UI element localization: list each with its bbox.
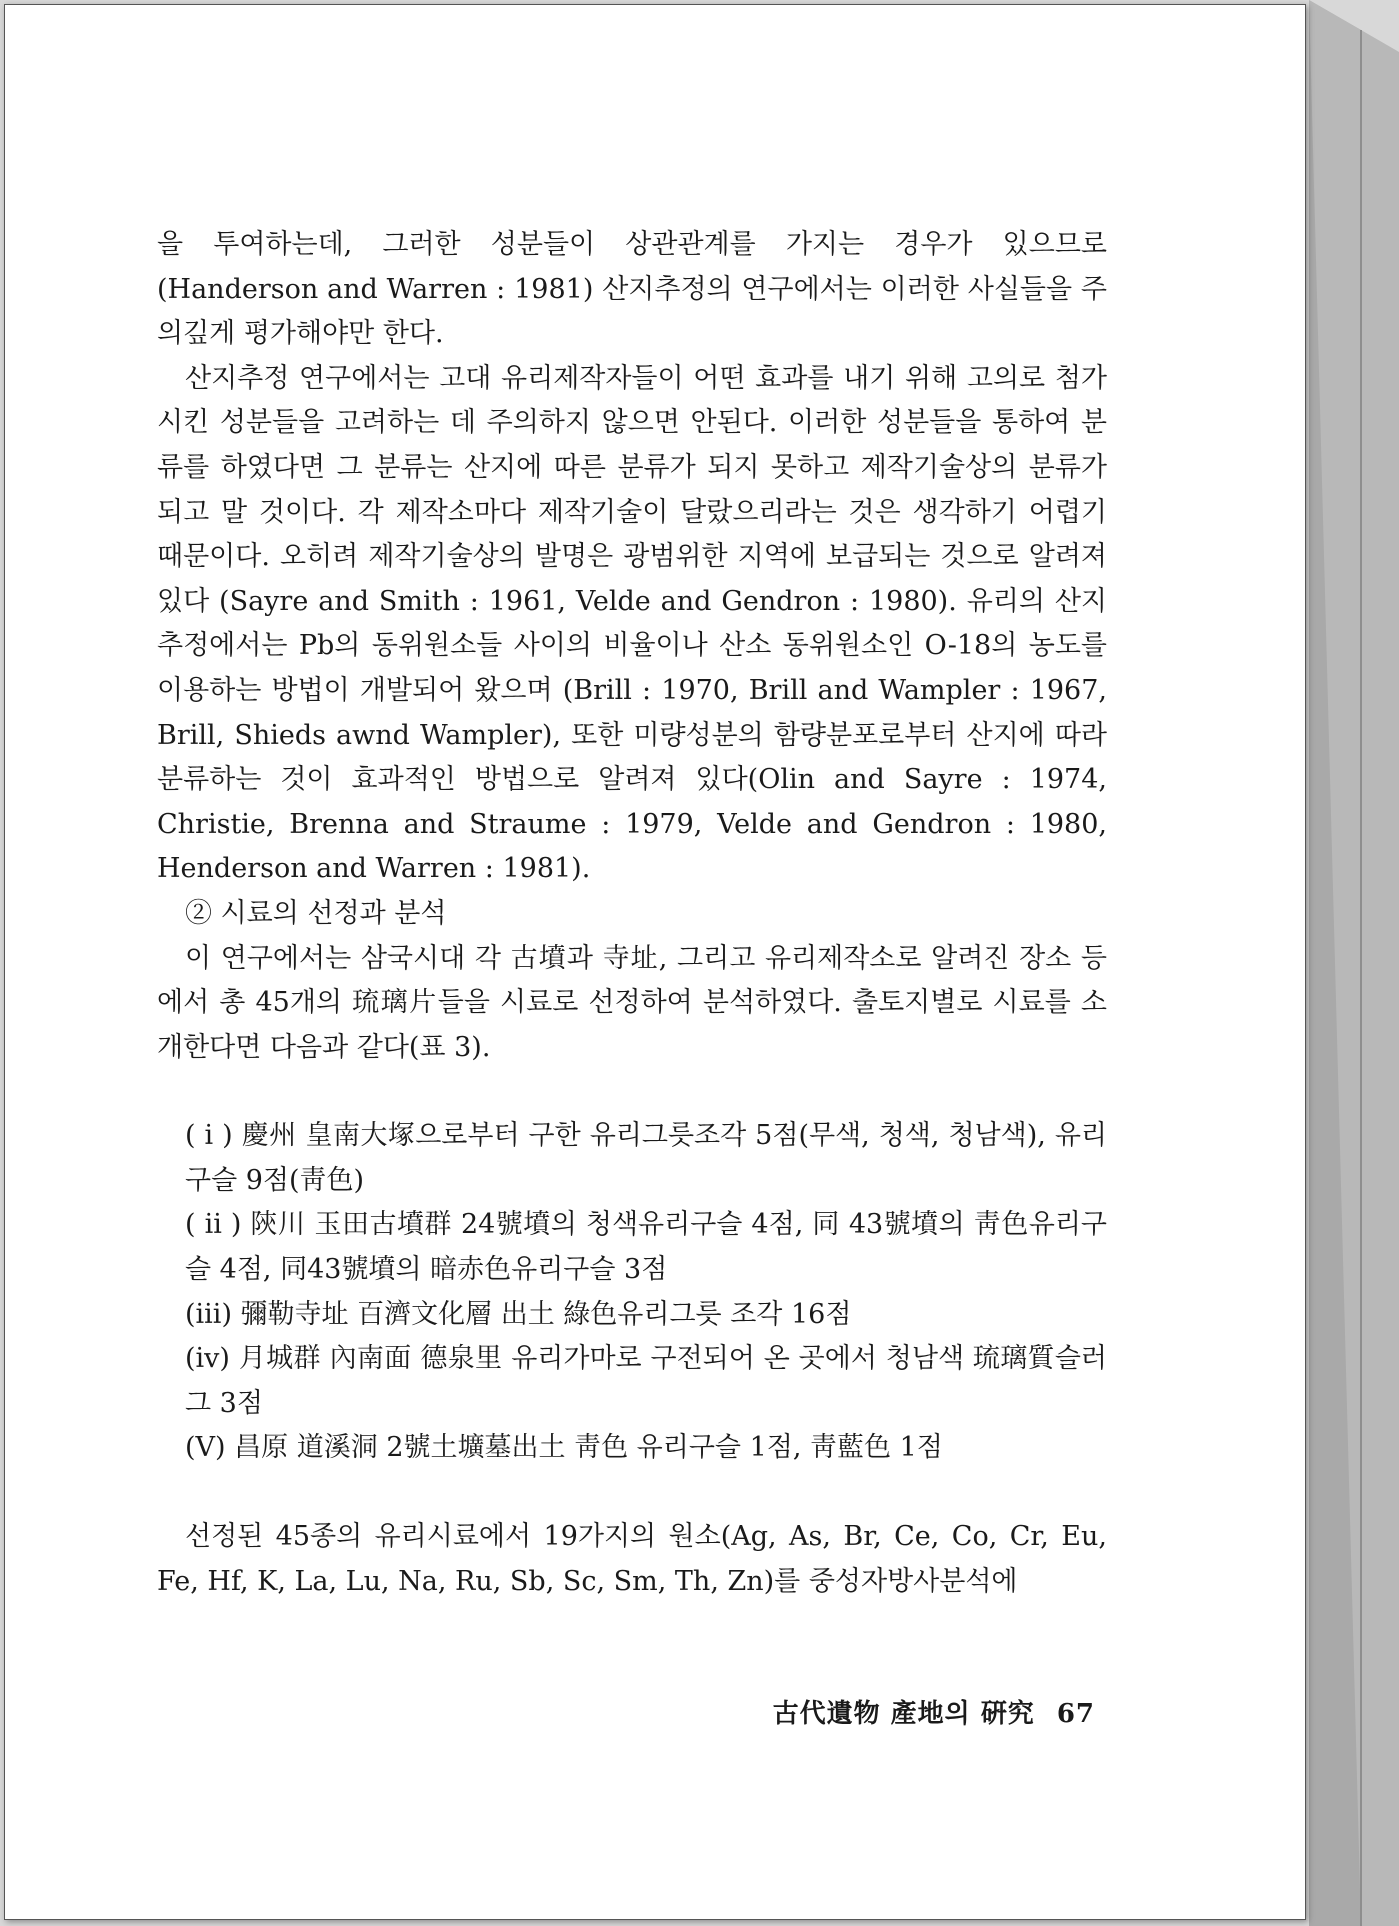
page-edge [1309, 0, 1399, 1926]
paragraph-2: 산지추정 연구에서는 고대 유리제작자들이 어떤 효과를 내기 위해 고의로 첨가시킨 성분들을 고려하는 데 주의하지 않으면 안된다. 이러한 성분들을 통하여 분류를 하였다면 그 분류는 산지에 따른 분류가 되지 못하고 제작기술상의 분류가 되고 말 것이다. 각 제작소마다 제작기술이 달랐으리라는 것은 생각하기 어렵기 때문이다. 오히려 제작기술상의 발명은 광범위한 지역에 보급되는 것으로 알려져 있다 (Sayre and Smith : 1961, Velde and Gendron : 1980). 유리의 산지추정에서는 Pb의 동위원소들 사이의 비율이나 산소 동위원소인 O-18의 농도를 이용하는 방법이 개발되어 왔으며 (Brill : 1970, Brill and Wampler : 1967, Brill, Shieds awnd Wampler), 또한 미량성분의 함량분포로부터 산지에 따라 분류하는 것이 효과적인 방법으로 알려져 있다(Olin and Sayre : 1974, Christie, Brenna and Straume : 1979, Velde and Gendron : 1980, Henderson and Warren : 1981). [157, 362, 1107, 885]
list-item: (iv) 月城群 內南面 德泉里 유리가마로 구전되어 온 곳에서 청남색 琉璃質슬러그 3점 [185, 1343, 1107, 1419]
running-footer-title: 古代遺物 產地의 硏究 [772, 1699, 1035, 1729]
body-text [157, 223, 1107, 1604]
book-page [4, 4, 1306, 1920]
paragraph-3: 이 연구에서는 삼국시대 각 古墳과 寺址, 그리고 유리제작소로 알려진 장소 등에서 총 45개의 琉璃片들을 시료로 선정하여 분석하였다. 출토지별로 시료를 소개한다면 다음과 같다(표 3). [157, 942, 1107, 1063]
list-item: (V) 昌原 道溪洞 2號土壙墓出土 靑色 유리구슬 1점, 靑藍色 1점 [185, 1432, 943, 1464]
page-number: 67 [1056, 1699, 1095, 1729]
spacer [157, 1070, 1107, 1114]
paragraph-1: 을 투여하는데, 그러한 성분들이 상관관계를 가지는 경우가 있으므로 (Handerson and Warren : 1981) 산지추정의 연구에서는 이러한 사실들을 주의깊게 평가해야만 한다. [157, 229, 1107, 350]
list-item: (iii) 彌勒寺址 百濟文化層 出土 綠色유리그릇 조각 16점 [185, 1298, 852, 1330]
section-heading: ② 시료의 선정과 분석 [185, 897, 447, 929]
running-footer [695, 1693, 1095, 1730]
list-item: ( ii ) 陝川 玉田古墳群 24號墳의 청색유리구슬 4점, 同 43號墳의 靑色유리구슬 4점, 同43號墳의 暗赤色유리구슬 3점 [185, 1209, 1107, 1286]
spacer [157, 1471, 1107, 1515]
list-item: ( i ) 慶州 皇南大塚으로부터 구한 유리그릇조각 5점(무색, 청색, 청남색), 유리구슬 9점(靑色) [185, 1120, 1107, 1196]
paragraph-4: 선정된 45종의 유리시료에서 19가지의 원소(Ag, As, Br, Ce, Co, Cr, Eu, Fe, Hf, K, La, Lu, Na, Ru, Sb, Sc, Sm, Th, Zn)를 중성자방사분석에 [157, 1521, 1107, 1597]
